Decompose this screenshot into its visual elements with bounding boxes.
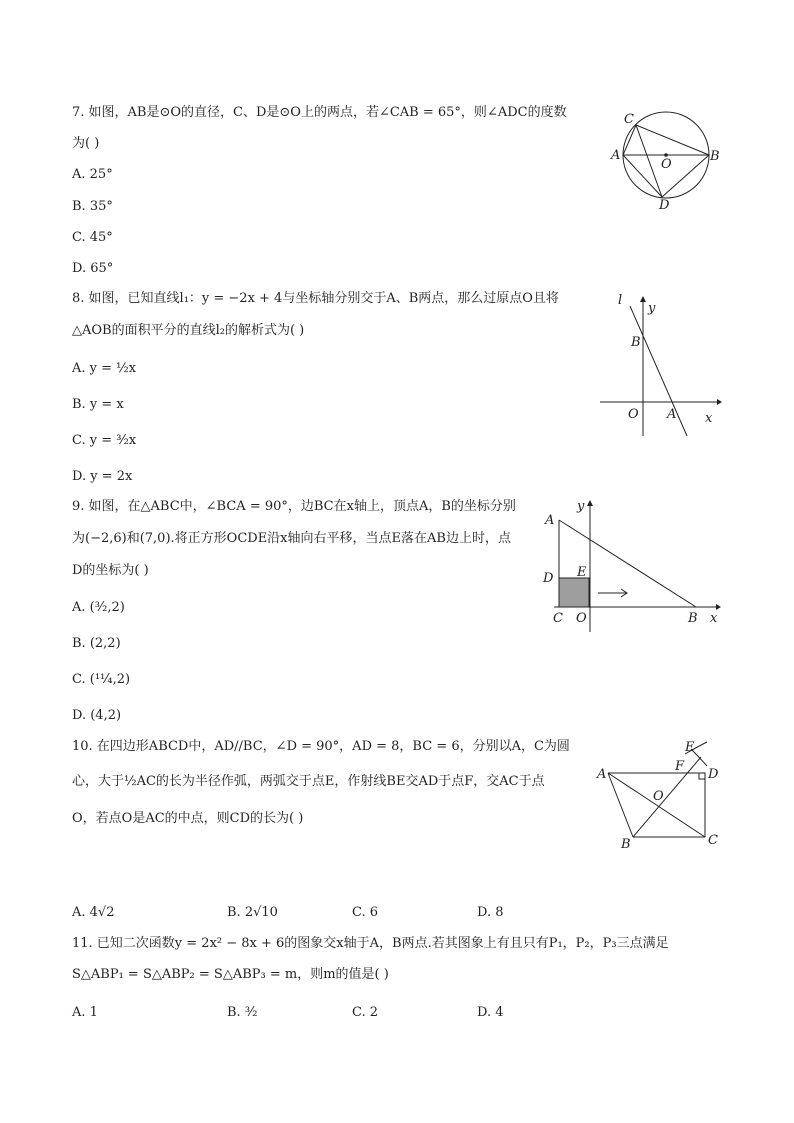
label-y: y bbox=[648, 301, 656, 316]
q9-option-c[interactable]: C. (¹¹⁄₄,2) bbox=[72, 672, 131, 687]
q9-option-b[interactable]: B. (2,2) bbox=[72, 636, 121, 651]
label-a: A bbox=[667, 407, 677, 422]
q8-option-a[interactable]: A. y = ½x bbox=[72, 361, 137, 376]
label-o: O bbox=[628, 407, 639, 422]
label-d: D bbox=[708, 767, 719, 782]
q8-line2: △AOB的面积平分的直线l₂的解析式为( ) bbox=[72, 323, 305, 338]
label-e: E bbox=[577, 565, 587, 580]
q7-line2: 为( ) bbox=[72, 136, 100, 151]
q10-quadrilateral-figure bbox=[593, 736, 728, 854]
label-a: A bbox=[597, 767, 607, 782]
segment-ba bbox=[608, 773, 633, 837]
q11-option-c[interactable]: C. 2 bbox=[352, 1005, 379, 1020]
q10-option-d[interactable]: D. 8 bbox=[477, 905, 504, 920]
label-o: O bbox=[576, 611, 587, 626]
label-y: y bbox=[577, 499, 585, 514]
q10-line1: 10. 在四边形ABCD中，AD//BC，∠D = 90°，AD = 8，BC = 6，分别以A，C为圆 bbox=[72, 739, 570, 754]
label-a: A bbox=[611, 148, 621, 163]
q10-option-b[interactable]: B. 2√10 bbox=[227, 905, 278, 920]
segment-ac bbox=[623, 125, 636, 155]
q7-option-c[interactable]: C. 45° bbox=[72, 230, 113, 245]
q11-option-d[interactable]: D. 4 bbox=[477, 1005, 504, 1020]
label-l: l bbox=[618, 293, 623, 308]
label-e: E bbox=[685, 740, 695, 755]
label-c: C bbox=[708, 833, 718, 848]
q7-line1: 7. 如图，AB是⊙O的直径，C、D是⊙O上的两点，若∠CAB = 65°，则∠ADC的度数 bbox=[72, 105, 567, 120]
q7-option-a[interactable]: A. 25° bbox=[72, 167, 113, 182]
label-d: D bbox=[659, 198, 670, 213]
y-axis-arrow-icon bbox=[587, 500, 593, 506]
label-b: B bbox=[710, 149, 720, 164]
label-a: A bbox=[545, 513, 555, 528]
q11-option-b[interactable]: B. ³⁄₂ bbox=[227, 1005, 258, 1020]
q8-line-figure bbox=[595, 288, 725, 440]
label-b: B bbox=[631, 335, 641, 350]
q11-line2: S△ABP₁ = S△ABP₂ = S△ABP₃ = m，则m的值是( ) bbox=[72, 967, 389, 982]
q10-line2: 心，大于½AC的长为半径作弧，两弧交于点E，作射线BE交AD于点F，交AC于点 bbox=[72, 774, 545, 789]
q10-option-a[interactable]: A. 4√2 bbox=[72, 905, 115, 920]
y-axis-arrow-icon bbox=[640, 296, 646, 302]
label-c: C bbox=[624, 112, 634, 127]
q11-option-a[interactable]: A. 1 bbox=[72, 1005, 98, 1020]
q7-option-d[interactable]: D. 65° bbox=[72, 261, 114, 276]
label-x: x bbox=[710, 611, 718, 626]
diagonal-ac bbox=[608, 773, 705, 837]
q11-line1: 11. 已知二次函数y = 2x² − 8x + 6的图象交x轴于A，B两点.若其图象上有且只有P₁，P₂，P₃三点满足 bbox=[72, 936, 669, 951]
q7-circle-figure bbox=[600, 105, 730, 215]
x-axis-arrow-icon bbox=[716, 604, 721, 610]
q9-line2: 为(−2,6)和(7,0).将正方形OCDE沿x轴向右平移，当点E落在AB边上时，点 bbox=[72, 531, 511, 546]
segment-cd bbox=[636, 125, 662, 197]
ray-be bbox=[633, 757, 701, 837]
label-b: B bbox=[688, 611, 698, 626]
label-o: O bbox=[661, 157, 672, 172]
q8-option-b[interactable]: B. y = x bbox=[72, 397, 124, 412]
label-f: F bbox=[675, 759, 685, 774]
square-ocde bbox=[559, 578, 589, 607]
q7-option-b[interactable]: B. 35° bbox=[72, 199, 113, 214]
q8-line1: 8. 如图，已知直线l₁：y = −2x + 4与坐标轴分别交于A、B两点，那么过原点O且将 bbox=[72, 291, 559, 306]
label-c: C bbox=[553, 611, 563, 626]
label-o: O bbox=[653, 789, 664, 804]
q9-line1: 9. 如图，在△ABC中，∠BCA = 90°，边BC在x轴上，顶点A，B的坐标分别 bbox=[72, 499, 516, 514]
label-x: x bbox=[705, 411, 713, 426]
q8-option-c[interactable]: C. y = ³⁄₂x bbox=[72, 433, 137, 448]
label-d: D bbox=[543, 571, 554, 586]
q10-line3: O，若点O是AC的中点，则CD的长为( ) bbox=[72, 811, 304, 826]
q9-option-d[interactable]: D. (4,2) bbox=[72, 708, 122, 723]
label-b: B bbox=[621, 837, 631, 852]
q9-option-a[interactable]: A. (³⁄₂,2) bbox=[72, 600, 125, 615]
right-angle-mark bbox=[699, 773, 705, 779]
q8-option-d[interactable]: D. y = 2x bbox=[72, 469, 133, 484]
segment-cb bbox=[636, 125, 709, 155]
q9-line3: D的坐标为( ) bbox=[72, 563, 149, 578]
q9-triangle-figure bbox=[538, 492, 728, 634]
x-axis-arrow-icon bbox=[717, 399, 722, 405]
q10-option-c[interactable]: C. 6 bbox=[352, 905, 379, 920]
